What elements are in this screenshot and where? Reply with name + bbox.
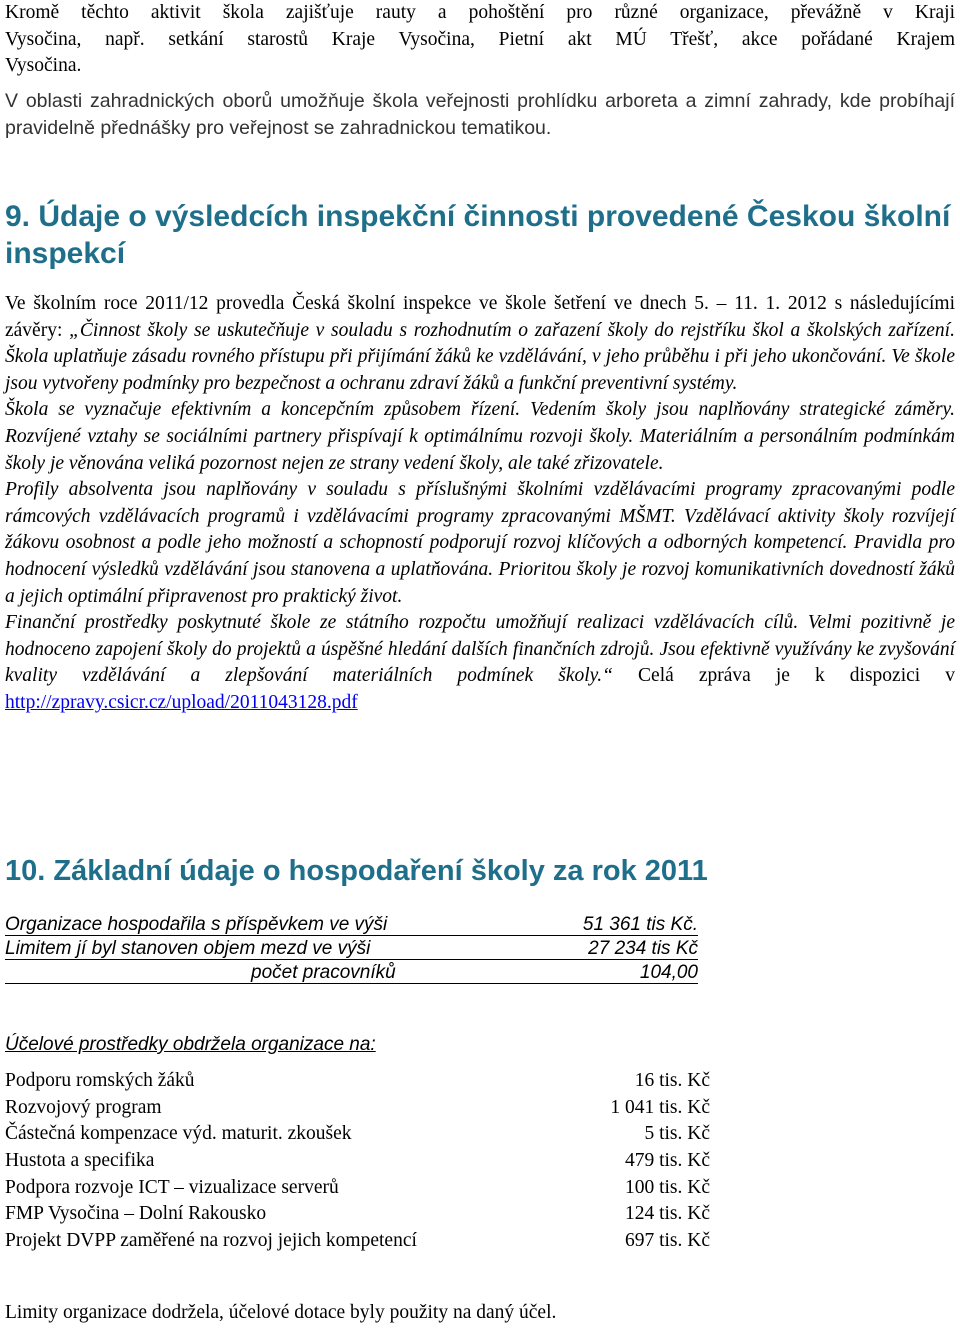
inspection-quote-part: Škola se vyznačuje efektivním a koncepčním způsobem řízení. Vedením školy jsou naplňovány strategické záměry. Rozvíjené vztahy se sociálními partnery přispívají k optimálnímu rozvoji školy. Materiálním a personálním podmínkám školy je věnována veliká pozornost nejen ze strany vedení školy, ale také zřizovatele.: [5, 399, 955, 474]
inspection-paragraph-4: [5, 610, 955, 716]
finance-rule: [5, 935, 698, 936]
inspection-quote-part: Profily absolventa jsou naplňovány v souladu s příslušnými školními vzdělávacími programy zpracovanými podle rámcových vzdělávacích programů i vzdělávacími programy zpracovanými MŠMT. Vzdělávací aktivity školy rozvíjejí žákovu osobnost a podle jeho možností a schopností podporují rozvoj klíčových a odborných kompetencí. Pravidla pro hodnocení výsledků vzdělávání jsou stanovena a uplatňována. Prioritou školy je rozvoj komunikativních dovedností žáků a jejich optimální připravenost pro praktický život.: [5, 479, 955, 607]
grant-amount: 5 tis. Kč: [644, 1123, 710, 1144]
grant-amount: 124 tis. Kč: [624, 1203, 710, 1224]
grant-amount: 16 tis. Kč: [634, 1070, 710, 1091]
grant-label: Podpora rozvoje ICT – vizualizace serverů: [5, 1177, 339, 1198]
grant-row: [5, 1068, 710, 1094]
grant-label: Podporu romských žáků: [5, 1070, 195, 1091]
finance-rule: [5, 959, 698, 960]
grant-label: Částečná kompenzace výd. maturit. zkoušek: [5, 1123, 352, 1144]
grant-row: [5, 1201, 710, 1227]
inspection-paragraph-3: [5, 477, 955, 610]
grant-label: FMP Vysočina – Dolní Rakousko: [5, 1203, 267, 1224]
finance-amount: 51 361 tis Kč.: [582, 914, 698, 935]
finance-amount: 27 234 tis Kč: [588, 938, 698, 959]
grant-row: [5, 1175, 710, 1201]
grant-amount: 479 tis. Kč: [624, 1150, 710, 1171]
finance-amount: 104,00: [639, 962, 698, 983]
intro-line: Vysočina, např. setkání starostů Kraje Vysočina, Pietní akt MÚ Třešť, akce pořádané Krajem: [5, 28, 955, 50]
inspection-lead: Ve školním roce 2011/12 provedla Česká školní inspekce ve škole šetření ve dnech 5. – 11. 1. 2012 s následujícími závěry:: [5, 293, 955, 341]
intro-line: Vysočina.: [5, 55, 82, 77]
section-9-heading: 9. Údaje o výsledcích inspekční činnosti provedené Českou školní inspekcí: [5, 200, 951, 270]
grant-row: [5, 1095, 710, 1121]
grant-label: Hustota a specifika: [5, 1150, 155, 1171]
grant-amount: 697 tis. Kč: [624, 1230, 710, 1251]
grant-amount: 100 tis. Kč: [624, 1177, 710, 1198]
finance-label: Limitem jí byl stanoven objem mezd ve výši: [5, 938, 371, 959]
inspection-quote-part: „Činnost školy se uskutečňuje v souladu s rozhodnutím o zařazení školy do rejstříku škol a školských zařízení. Škola uplatňuje zásadu rovného přístupu při přijímání žáků ke vzdělávání, v jeho průběhu i při jeho ukončování. Ve škole jsou vytvořeny podmínky pro bezpečnost a ochranu zdraví žáků a funkční preventivní systémy.: [5, 319, 955, 394]
finance-label: Organizace hospodařila s příspěvkem ve výši: [5, 914, 388, 935]
grant-amount: 1 041 tis. Kč: [610, 1097, 710, 1118]
grant-row: [5, 1148, 710, 1174]
grants-title: Účelové prostředky obdržela organizace na:: [5, 1034, 376, 1055]
intro-paragraph-activities: [5, 0, 955, 80]
inspection-report-link[interactable]: http://zpravy.csicr.cz/upload/2011043128.pdf: [5, 691, 358, 713]
finance-label: počet pracovníků: [251, 962, 396, 983]
finance-rule: [5, 983, 698, 984]
section-9-body: [5, 291, 955, 717]
section-10-heading: 10. Základní údaje o hospodaření školy za rok 2011: [5, 855, 708, 887]
inspection-quote-part: Finanční prostředky poskytnuté škole ze státního rozpočtu umožňují realizaci vzdělávacích cílů. Velmi pozitivně je hodnoceno zapojení školy do projektů a úspěšné hledání dalších finančních zdrojů. Jsou efektivně využívány ke zvyšování kvality vzdělávání a zlepšování materiálních podmínek školy.“: [5, 612, 955, 687]
closing-statement: Limity organizace dodržela, účelové dotace byly použity na daný účel.: [5, 1302, 557, 1323]
inspection-paragraph-2: [5, 397, 955, 477]
intro-paragraph-arboretum: V oblasti zahradnických oborů umožňuje škola veřejnosti prohlídku arboreta a zimní zahrady, kde probíhají pravidelně přednášky pro veřejnost se zahradnickou tematikou.: [5, 90, 955, 139]
intro-line: Kromě těchto aktivit škola zajišťuje rauty a pohoštění pro různé organizace, převážně v Kraji: [5, 2, 955, 23]
grant-label: Projekt DVPP zaměřené na rozvoj jejich kompetencí: [5, 1230, 417, 1251]
report-availability-text: Celá zpráva je k dispozici v: [612, 665, 955, 687]
grant-row: [5, 1121, 710, 1147]
grant-row: [5, 1228, 710, 1254]
inspection-paragraph-1: [5, 291, 955, 397]
grant-label: Rozvojový program: [5, 1097, 162, 1118]
